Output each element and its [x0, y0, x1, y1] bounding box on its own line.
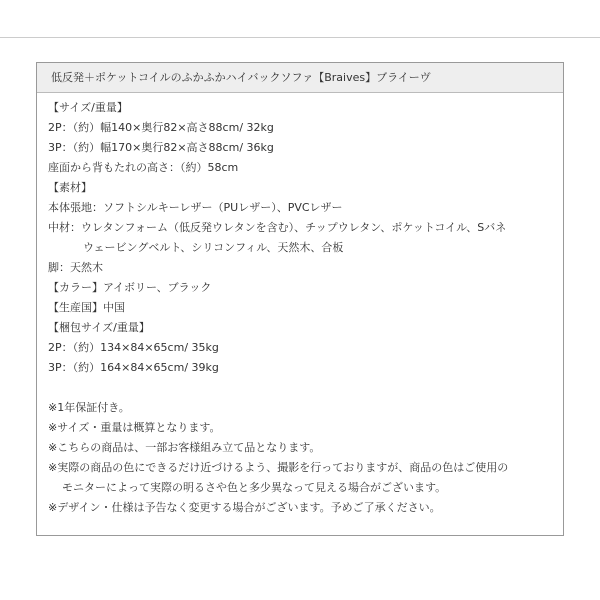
seat-back-height: 座面から背もたれの高さ：（約）58cm [48, 161, 239, 174]
spec-body [37, 93, 563, 518]
product-spec-box [36, 62, 564, 536]
size-2p: 2P：（約）幅140×奥行82×高さ88cm/ 32kg [48, 121, 274, 134]
note-color-continued: モニターによって実際の明るさや色と多少異なって見える場合がございます。 [62, 481, 447, 494]
material-filling-continued: ウェービングベルト、シリコンフィル、天然木、合板 [83, 241, 344, 254]
material-legs: 脚：天然木 [48, 261, 103, 274]
note-warranty: ※1年保証付き。 [48, 401, 130, 414]
section-spacer [48, 378, 563, 398]
material-cover: 本体張地：ソフトシルキーレザー（PUレザー）、PVCレザー [48, 201, 343, 214]
section-package: 【梱包サイズ/重量】 [48, 321, 150, 334]
section-size-weight: 【サイズ/重量】 [48, 101, 128, 114]
package-2p: 2P：（約）134×84×65cm/ 35kg [48, 341, 219, 354]
size-3p: 3P：（約）幅170×奥行82×高さ88cm/ 36kg [48, 141, 274, 154]
product-title: 低反発＋ポケットコイルのふかふかハイバックソファ【Braives】ブライーヴ [37, 63, 563, 93]
note-assembly: ※こちらの商品は、一部お客様組み立て品となります。 [48, 441, 321, 454]
colors: 【カラー】アイボリー、ブラック [48, 281, 212, 294]
note-design-change: ※デザイン・仕様は予告なく変更する場合がございます。予めご了承ください。 [48, 501, 441, 514]
note-color: ※実際の商品の色にできるだけ近づけるよう、撮影を行っておりますが、商品の色はご使用の [48, 461, 509, 474]
top-divider [0, 37, 600, 38]
section-material: 【素材】 [48, 181, 92, 194]
package-3p: 3P：（約）164×84×65cm/ 39kg [48, 361, 219, 374]
country-of-origin: 【生産国】中国 [48, 301, 125, 314]
note-approximate: ※サイズ・重量は概算となります。 [48, 421, 221, 434]
material-filling: 中材：ウレタンフォーム（低反発ウレタンを含む）、チップウレタン、ポケットコイル、Sバネ [48, 221, 507, 234]
